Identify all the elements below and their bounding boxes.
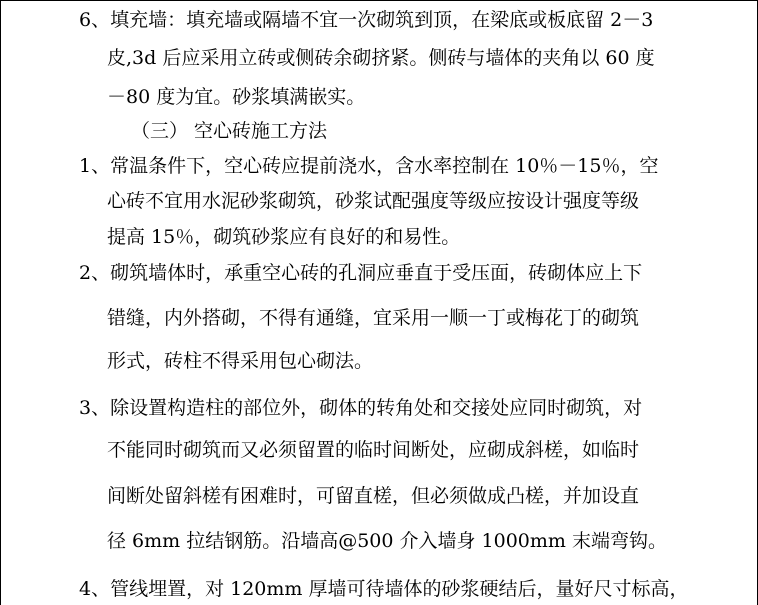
- item1-line2: 心砖不宜用水泥砂浆砌筑，砂浆试配强度等级应按设计强度等级: [107, 190, 640, 212]
- item3-line1: 3、除设置构造柱的部位外，砌体的转角处和交接处应同时砌筑，对: [79, 397, 643, 419]
- item3-line4: 径 6mm 拉结钢筋。沿墙高@500 介入墙身 1000mm 末端弯钩。: [107, 530, 667, 552]
- item3-line2: 不能同时砌筑而又必须留置的临时间断处，应砌成斜槎，如临时: [107, 439, 640, 461]
- item1-line3: 提高 15％，砌筑砂浆应有良好的和易性。: [107, 226, 461, 248]
- item6-line2: 皮,3d 后应采用立砖或侧砖余砌挤紧。侧砖与墙体的夹角以 60 度: [107, 47, 655, 69]
- item2-line2: 错缝，内外搭砌，不得有通缝，宜采用一顺一丁或梅花丁的砌筑: [107, 307, 640, 329]
- item2-line1: 2、砌筑墙体时，承重空心砖的孔洞应垂直于受压面，砖砌体应上下: [79, 262, 643, 284]
- item4-line1: 4、管线埋置，对 120mm 厚墙可待墙体的砂浆硬结后，量好尺寸标高，: [79, 578, 689, 600]
- item2-line3: 形式，砖柱不得采用包心砌法。: [107, 350, 374, 372]
- item6-line1: 6、填充墙：填充墙或隔墙不宜一次砌筑到顶，在梁底或板底留 2－3: [79, 9, 654, 31]
- section-heading: （三） 空心砖施工方法: [131, 120, 328, 142]
- item3-line3: 间断处留斜槎有困难时，可留直槎，但必须做成凸槎，并加设直: [107, 485, 640, 507]
- item6-line3: －80 度为宜。砂浆填满嵌实。: [107, 86, 366, 108]
- item1-line1: 1、常温条件下，空心砖应提前浇水，含水率控制在 10％－15％，空: [79, 155, 659, 177]
